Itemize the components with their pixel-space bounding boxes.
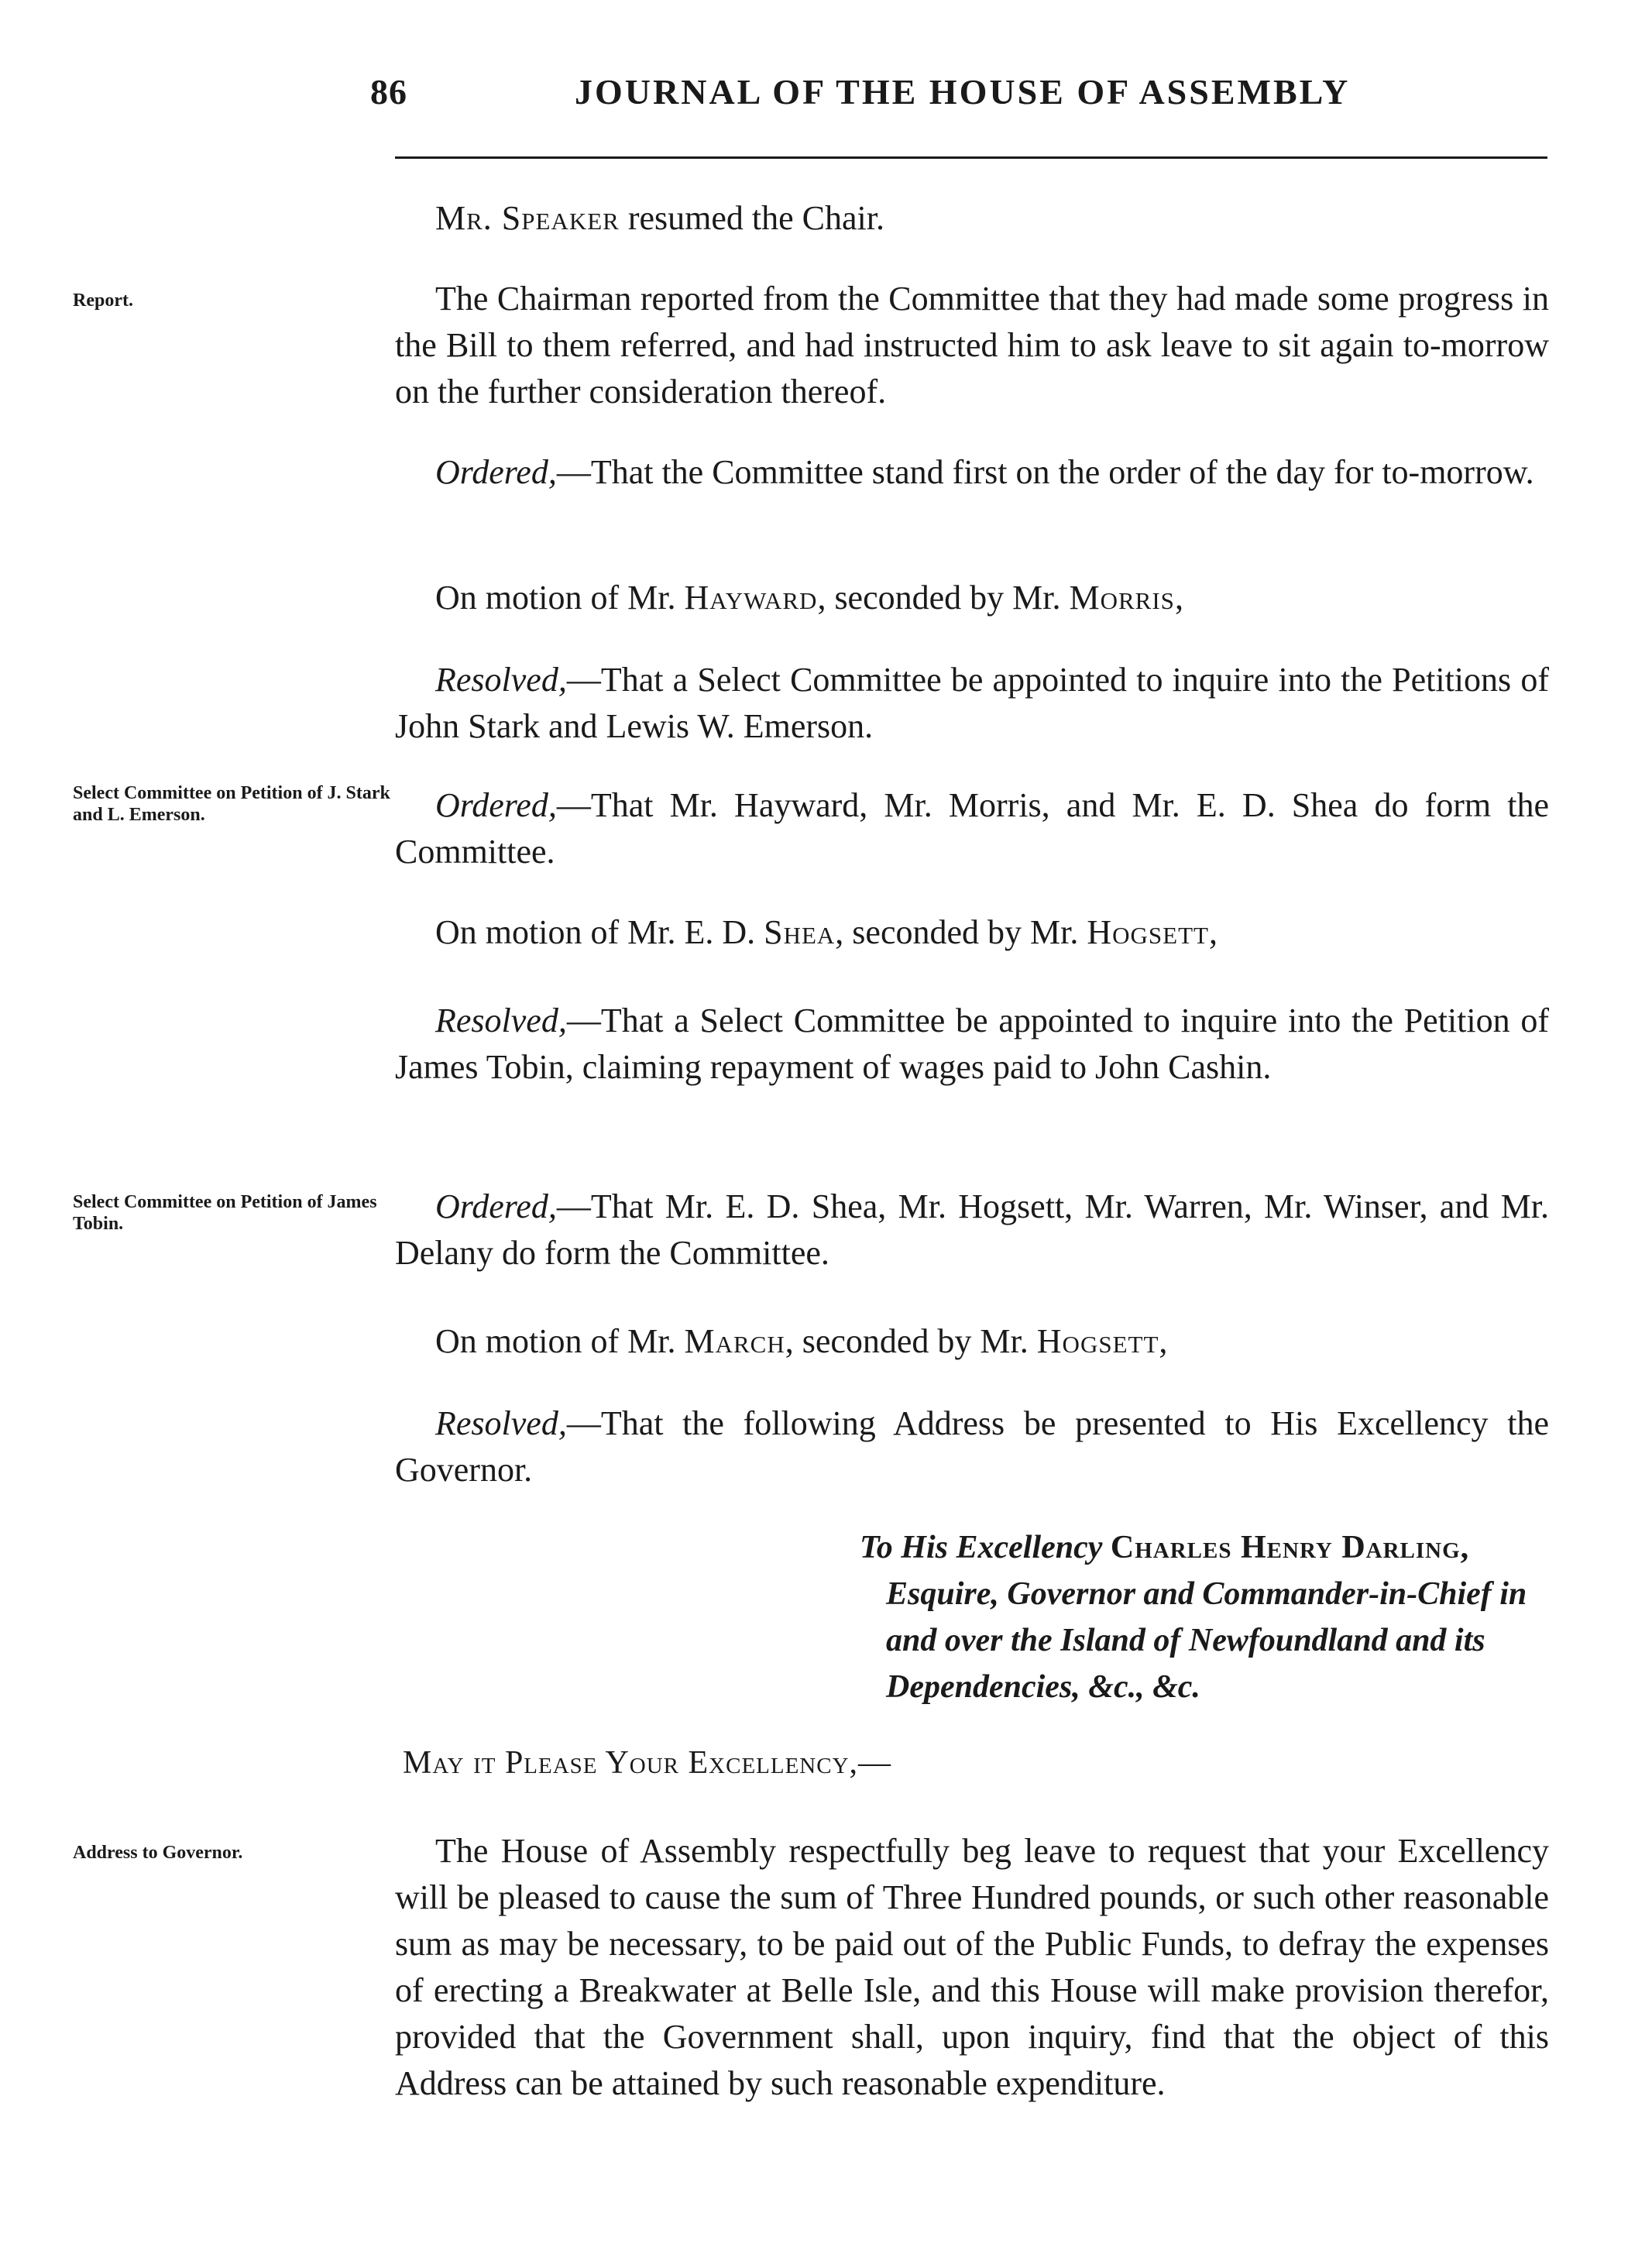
- paragraph-resolved-address: Resolved,—That the following Address be presented to His Excellency the Governor.: [395, 1404, 1549, 1489]
- page-number: 86: [370, 72, 407, 112]
- margin-note-select-committee-tobin: Select Committee on Petition of James Tobin.: [73, 1192, 377, 1234]
- speaker-name: Mr. Speaker: [435, 199, 620, 237]
- margin-note-report: Report.: [73, 290, 133, 311]
- paragraph-motion-march: On motion of Mr. March, seconded by Mr. Hogsett,: [435, 1322, 1168, 1360]
- paragraph-ordered-shea-hogsett: Ordered,—That Mr. E. D. Shea, Mr. Hogsett, Mr. Warren, Mr. Winser, and Mr. Delany do form the Committee.: [395, 1187, 1549, 1272]
- header-rule: [395, 156, 1547, 159]
- salutation: May it Please Your Excellency,—: [403, 1745, 892, 1781]
- paragraph-motion-shea: On motion of Mr. E. D. Shea, seconded by Mr. Hogsett,: [435, 913, 1218, 951]
- margin-note-select-committee-stark: Select Committee on Petition of J. Stark and L. Emerson.: [73, 783, 390, 825]
- margin-note-address-to-governor: Address to Governor.: [73, 1843, 243, 1863]
- paragraph-ordered-hayward-morris-shea: Ordered,—That Mr. Hayward, Mr. Morris, and Mr. E. D. Shea do form the Committee.: [395, 786, 1549, 871]
- page-header: [0, 71, 1652, 125]
- paragraph-resolved-stark-emerson: Resolved,—That a Select Committee be appointed to inquire into the Petitions of John Stark and Lewis W. Emerson.: [395, 661, 1549, 745]
- paragraph-resolved-tobin: Resolved,—That a Select Committee be appointed to inquire into the Petition of James Tobin, claiming repayment of wages paid to John Cashin.: [395, 1002, 1549, 1086]
- address-heading: To His Excellency Charles Henry Darling, Esquire, Governor and Commander-in-Chief in and over the Island of Newfoundland and its Dependencies, &c., &c.: [860, 1530, 1527, 1705]
- paragraph-address-body: The House of Assembly respectfully beg leave to request that your Excellency will be pleased to cause the sum of Three Hundred pounds, or such other reasonable sum as may be necessary, to be paid out of the Public Funds, to defray the expenses of erecting a Breakwater at Belle Isle, and this House will make provision therefor, provided that the Government shall, upon inquiry, find that the object of this Address can be attained by such reasonable expenditure.: [395, 1832, 1549, 2102]
- paragraph-ordered-committee-first: Ordered,—That the Committee stand first on the order of the day for to-morrow.: [435, 453, 1534, 491]
- running-title: JOURNAL OF THE HOUSE OF ASSEMBLY: [575, 72, 1351, 112]
- paragraph-speaker-resumed: Mr. Speaker resumed the Chair.: [435, 199, 884, 237]
- paragraph-chairman-report: The Chairman reported from the Committee that they had made some progress in the Bill to them referred, and had instructed him to ask leave to sit again to-morrow on the further consideration thereof.: [395, 280, 1549, 411]
- paragraph-motion-hayward: On motion of Mr. Hayward, seconded by Mr. Morris,: [435, 579, 1183, 617]
